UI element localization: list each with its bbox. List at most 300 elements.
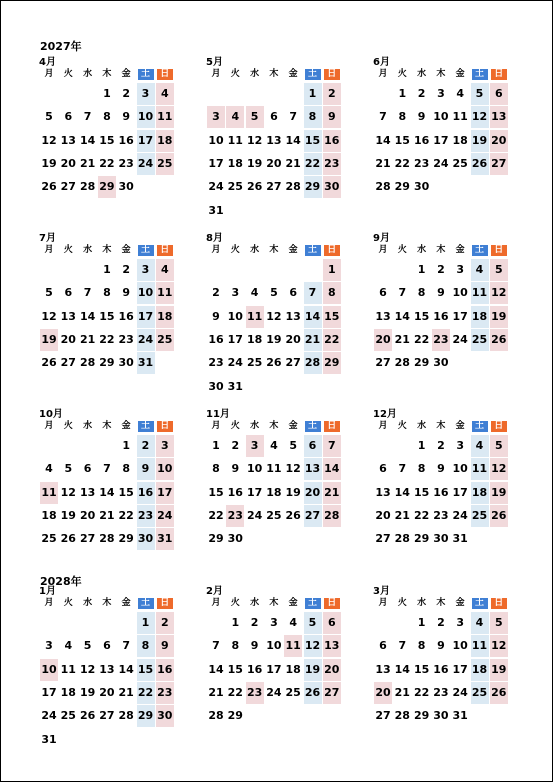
day-cell: 10 xyxy=(156,458,174,480)
day-cell: 23 xyxy=(156,682,174,704)
day-cell: 21 xyxy=(394,685,410,699)
month-calendar xyxy=(39,410,179,580)
day-cell: 8 xyxy=(304,106,322,128)
day-cell: 17 xyxy=(137,130,155,152)
day-cell: 3 xyxy=(456,263,465,276)
day-cell: 10 xyxy=(452,639,468,653)
day-cell: 14 xyxy=(394,485,410,499)
day-cell: 16 xyxy=(433,309,449,323)
day-cell: 18 xyxy=(41,508,57,522)
weekday-header: 土 xyxy=(138,245,154,256)
weekday-header: 水 xyxy=(250,69,260,79)
weekday-header: 水 xyxy=(83,421,93,431)
weekday-header: 土 xyxy=(472,69,488,80)
day-cell: 22 xyxy=(413,685,430,699)
day-cell: 17 xyxy=(452,485,468,499)
day-cell: 15 xyxy=(413,309,430,323)
day-cell: 24 xyxy=(452,508,468,522)
month-label: 8月 xyxy=(206,233,223,244)
day-cell: 17 xyxy=(452,662,468,676)
day-cell: 10 xyxy=(246,462,263,476)
day-cell: 29 xyxy=(98,176,116,198)
month-label: 5月 xyxy=(206,57,223,68)
day-cell: 2 xyxy=(323,83,341,105)
day-cell: 14 xyxy=(79,309,96,323)
day-cell: 18 xyxy=(471,482,489,504)
day-cell: 17 xyxy=(137,306,155,328)
day-cell: 22 xyxy=(413,332,430,346)
day-cell: 20 xyxy=(60,332,76,346)
month-label: 4月 xyxy=(39,57,56,68)
day-cell: 9 xyxy=(122,286,131,300)
day-cell: 1 xyxy=(103,87,111,100)
day-cell: 25 xyxy=(246,356,263,370)
day-cell: 28 xyxy=(394,709,410,723)
day-cell: 26 xyxy=(41,356,57,370)
weekday-header: 水 xyxy=(83,69,93,79)
day-cell: 17 xyxy=(433,133,449,147)
day-cell: 29 xyxy=(394,180,410,194)
day-cell: 27 xyxy=(375,356,391,370)
day-cell: 6 xyxy=(103,639,111,653)
day-cell: 26 xyxy=(79,709,96,723)
day-cell: 17 xyxy=(156,482,174,504)
day-cell: 1 xyxy=(231,616,240,629)
day-cell: 24 xyxy=(246,508,263,522)
month-calendar xyxy=(39,234,179,404)
weekday-header: 月 xyxy=(211,69,221,79)
weekday-header: 月 xyxy=(44,598,54,608)
day-cell: 16 xyxy=(118,309,134,323)
day-cell: 18 xyxy=(471,306,489,328)
day-cell: 28 xyxy=(394,356,410,370)
day-cell: 27 xyxy=(285,356,301,370)
day-cell: 11 xyxy=(284,635,302,657)
weekday-header: 金 xyxy=(121,598,131,608)
day-cell: 15 xyxy=(137,659,155,681)
day-cell: 24 xyxy=(433,156,449,170)
day-cell: 31 xyxy=(156,528,174,550)
weekday-header: 水 xyxy=(417,421,427,431)
weekday-header: 土 xyxy=(305,69,321,80)
day-cell: 11 xyxy=(60,662,76,676)
day-cell: 8 xyxy=(417,639,426,653)
day-cell: 31 xyxy=(227,379,243,393)
weekday-header: 金 xyxy=(455,69,465,79)
day-cell: 22 xyxy=(413,508,430,522)
weekday-header: 木 xyxy=(436,598,446,608)
day-cell: 26 xyxy=(60,532,76,546)
day-cell: 29 xyxy=(413,532,430,546)
day-cell: 19 xyxy=(246,156,263,170)
day-cell: 17 xyxy=(208,156,224,170)
day-cell: 30 xyxy=(227,532,243,546)
weekday-header: 日 xyxy=(157,245,173,256)
day-cell: 18 xyxy=(227,156,243,170)
day-cell: 14 xyxy=(394,662,410,676)
day-cell: 9 xyxy=(231,462,240,476)
day-cell: 22 xyxy=(99,332,115,346)
weekday-header: 火 xyxy=(63,598,73,608)
day-cell: 14 xyxy=(208,662,224,676)
day-cell: 8 xyxy=(122,462,131,476)
day-cell: 5 xyxy=(64,462,73,476)
day-cell: 1 xyxy=(103,263,111,276)
day-cell: 31 xyxy=(41,732,57,746)
weekday-header: 木 xyxy=(102,598,112,608)
day-cell: 29 xyxy=(99,356,115,370)
day-cell: 8 xyxy=(398,110,407,124)
day-cell: 6 xyxy=(323,612,341,634)
day-cell: 19 xyxy=(304,659,322,681)
day-cell: 13 xyxy=(490,106,508,128)
day-cell: 22 xyxy=(99,156,115,170)
day-cell: 2 xyxy=(156,612,174,634)
day-cell: 16 xyxy=(413,133,430,147)
day-cell: 9 xyxy=(437,462,445,476)
day-cell: 15 xyxy=(394,133,410,147)
day-cell: 20 xyxy=(60,156,76,170)
day-cell: 21 xyxy=(99,508,115,522)
day-cell: 16 xyxy=(118,133,134,147)
day-cell: 26 xyxy=(490,682,508,704)
day-cell: 23 xyxy=(226,505,244,527)
day-cell: 9 xyxy=(437,639,445,653)
day-cell: 19 xyxy=(41,156,57,170)
day-cell: 7 xyxy=(323,435,341,457)
day-cell: 7 xyxy=(103,462,111,476)
day-cell: 24 xyxy=(41,709,57,723)
day-cell: 7 xyxy=(122,639,131,653)
day-cell: 7 xyxy=(398,286,407,300)
day-cell: 15 xyxy=(99,309,115,323)
day-cell: 1 xyxy=(137,612,155,634)
weekday-header: 木 xyxy=(102,421,112,431)
month-calendar xyxy=(206,58,346,228)
weekday-header: 月 xyxy=(44,69,54,79)
day-cell: 19 xyxy=(79,685,96,699)
day-cell: 9 xyxy=(156,635,174,657)
day-cell: 12 xyxy=(304,635,322,657)
day-cell: 3 xyxy=(456,439,465,452)
weekday-header: 土 xyxy=(305,245,321,256)
day-cell: 7 xyxy=(83,110,92,124)
day-cell: 21 xyxy=(118,685,134,699)
day-cell: 10 xyxy=(208,133,224,147)
day-cell: 19 xyxy=(285,485,301,499)
day-cell: 30 xyxy=(323,176,341,198)
day-cell: 16 xyxy=(156,659,174,681)
day-cell: 10 xyxy=(266,639,282,653)
day-cell: 18 xyxy=(266,485,282,499)
day-cell: 2 xyxy=(437,263,445,276)
day-cell: 18 xyxy=(285,662,301,676)
day-cell: 10 xyxy=(227,309,243,323)
day-cell: 11 xyxy=(246,306,264,328)
day-cell: 21 xyxy=(79,156,96,170)
day-cell: 12 xyxy=(246,133,263,147)
day-cell: 21 xyxy=(285,156,301,170)
weekday-header: 火 xyxy=(230,598,240,608)
day-cell: 20 xyxy=(374,682,392,704)
day-cell: 10 xyxy=(137,106,155,128)
day-cell: 4 xyxy=(471,259,489,281)
month-label: 9月 xyxy=(373,233,390,244)
day-cell: 4 xyxy=(156,83,174,105)
day-cell: 8 xyxy=(137,635,155,657)
weekday-header: 土 xyxy=(472,598,488,609)
month-label: 2月 xyxy=(206,586,223,597)
day-cell: 31 xyxy=(452,709,468,723)
day-cell: 4 xyxy=(289,616,298,629)
day-cell: 20 xyxy=(99,685,115,699)
day-cell: 18 xyxy=(156,306,174,328)
day-cell: 28 xyxy=(79,356,96,370)
day-cell: 27 xyxy=(266,180,282,194)
day-cell: 3 xyxy=(270,616,278,629)
day-cell: 28 xyxy=(304,352,322,374)
day-cell: 16 xyxy=(208,332,224,346)
day-cell: 7 xyxy=(289,110,298,124)
day-cell: 17 xyxy=(452,309,468,323)
day-cell: 18 xyxy=(60,685,76,699)
day-cell: 25 xyxy=(227,180,243,194)
day-cell: 12 xyxy=(41,309,57,323)
weekday-header: 土 xyxy=(138,598,154,609)
weekday-header: 日 xyxy=(491,421,507,432)
day-cell: 4 xyxy=(64,639,73,653)
day-cell: 24 xyxy=(208,180,224,194)
day-cell: 15 xyxy=(118,485,134,499)
weekday-header: 日 xyxy=(324,598,340,609)
day-cell: 19 xyxy=(490,659,508,681)
day-cell: 14 xyxy=(285,133,301,147)
day-cell: 5 xyxy=(45,110,53,124)
day-cell: 18 xyxy=(156,130,174,152)
month-label: 1月 xyxy=(39,586,56,597)
weekday-header: 土 xyxy=(305,598,321,609)
day-cell: 10 xyxy=(137,282,155,304)
weekday-header: 火 xyxy=(230,245,240,255)
day-cell: 29 xyxy=(323,352,341,374)
weekday-header: 火 xyxy=(63,245,73,255)
day-cell: 9 xyxy=(250,639,259,653)
weekday-header: 土 xyxy=(138,69,154,80)
weekday-header: 木 xyxy=(436,69,446,79)
day-cell: 13 xyxy=(60,309,76,323)
day-cell: 30 xyxy=(208,379,224,393)
day-cell: 28 xyxy=(118,709,134,723)
day-cell: 22 xyxy=(118,508,134,522)
day-cell: 5 xyxy=(246,106,264,128)
day-cell: 3 xyxy=(137,83,155,105)
day-cell: 23 xyxy=(118,332,134,346)
day-cell: 8 xyxy=(231,639,240,653)
day-cell: 5 xyxy=(490,612,508,634)
day-cell: 11 xyxy=(156,282,174,304)
day-cell: 25 xyxy=(156,329,174,351)
day-cell: 20 xyxy=(285,332,301,346)
day-cell: 1 xyxy=(417,439,426,452)
day-cell: 17 xyxy=(41,685,57,699)
day-cell: 13 xyxy=(285,309,301,323)
day-cell: 5 xyxy=(45,286,53,300)
day-cell: 2 xyxy=(212,286,220,300)
day-cell: 1 xyxy=(417,263,426,276)
day-cell: 2 xyxy=(122,87,131,100)
day-cell: 2 xyxy=(231,439,240,452)
day-cell: 26 xyxy=(285,508,301,522)
day-cell: 12 xyxy=(41,133,57,147)
day-cell: 6 xyxy=(83,462,92,476)
year-label: 2028年 xyxy=(40,575,82,588)
day-cell: 20 xyxy=(304,482,322,504)
month-calendar xyxy=(373,410,513,580)
weekday-header: 金 xyxy=(288,69,298,79)
day-cell: 11 xyxy=(266,462,282,476)
weekday-header: 日 xyxy=(491,245,507,256)
weekday-header: 水 xyxy=(250,245,260,255)
day-cell: 25 xyxy=(471,505,489,527)
day-cell: 7 xyxy=(212,639,220,653)
day-cell: 17 xyxy=(266,662,282,676)
day-cell: 19 xyxy=(60,508,76,522)
weekday-header: 土 xyxy=(472,245,488,256)
day-cell: 6 xyxy=(379,286,387,300)
day-cell: 3 xyxy=(156,435,174,457)
day-cell: 16 xyxy=(137,482,155,504)
day-cell: 22 xyxy=(208,508,224,522)
day-cell: 29 xyxy=(118,532,134,546)
weekday-header: 金 xyxy=(121,69,131,79)
day-cell: 14 xyxy=(323,458,341,480)
weekday-header: 金 xyxy=(288,421,298,431)
weekday-header: 土 xyxy=(472,421,488,432)
weekday-header: 月 xyxy=(378,421,388,431)
day-cell: 29 xyxy=(227,709,243,723)
day-cell: 9 xyxy=(212,309,220,323)
day-cell: 25 xyxy=(41,532,57,546)
weekday-header: 日 xyxy=(491,69,507,80)
day-cell: 2 xyxy=(437,439,445,452)
day-cell: 28 xyxy=(375,180,391,194)
day-cell: 21 xyxy=(394,508,410,522)
day-cell: 27 xyxy=(375,709,391,723)
day-cell: 6 xyxy=(270,110,278,124)
day-cell: 4 xyxy=(226,106,244,128)
day-cell: 23 xyxy=(433,508,449,522)
weekday-header: 月 xyxy=(211,598,221,608)
day-cell: 14 xyxy=(118,662,134,676)
day-cell: 19 xyxy=(471,130,489,152)
day-cell: 22 xyxy=(304,153,322,175)
day-cell: 13 xyxy=(375,662,391,676)
day-cell: 28 xyxy=(394,532,410,546)
day-cell: 30 xyxy=(413,180,430,194)
day-cell: 11 xyxy=(471,635,489,657)
day-cell: 3 xyxy=(437,87,445,100)
day-cell: 4 xyxy=(471,435,489,457)
day-cell: 13 xyxy=(375,309,391,323)
day-cell: 10 xyxy=(40,659,58,681)
day-cell: 5 xyxy=(83,639,92,653)
day-cell: 15 xyxy=(208,485,224,499)
day-cell: 5 xyxy=(471,83,489,105)
weekday-header: 月 xyxy=(378,598,388,608)
day-cell: 5 xyxy=(490,259,508,281)
weekday-header: 木 xyxy=(436,421,446,431)
day-cell: 23 xyxy=(433,685,449,699)
day-cell: 12 xyxy=(490,282,508,304)
weekday-header: 金 xyxy=(288,598,298,608)
day-cell: 6 xyxy=(490,83,508,105)
weekday-header: 金 xyxy=(455,598,465,608)
day-cell: 7 xyxy=(304,282,322,304)
day-cell: 2 xyxy=(250,616,259,629)
day-cell: 15 xyxy=(99,133,115,147)
day-cell: 28 xyxy=(99,532,115,546)
day-cell: 27 xyxy=(60,180,76,194)
day-cell: 20 xyxy=(490,130,508,152)
day-cell: 4 xyxy=(471,612,489,634)
day-cell: 31 xyxy=(452,532,468,546)
day-cell: 19 xyxy=(490,306,508,328)
day-cell: 7 xyxy=(398,462,407,476)
day-cell: 26 xyxy=(246,180,263,194)
day-cell: 11 xyxy=(40,482,58,504)
day-cell: 7 xyxy=(379,110,387,124)
day-cell: 7 xyxy=(398,639,407,653)
day-cell: 4 xyxy=(270,439,278,452)
day-cell: 12 xyxy=(490,458,508,480)
day-cell: 1 xyxy=(304,83,322,105)
day-cell: 29 xyxy=(413,709,430,723)
day-cell: 22 xyxy=(394,156,410,170)
day-cell: 30 xyxy=(118,180,134,194)
day-cell: 12 xyxy=(266,309,282,323)
month-label: 11月 xyxy=(206,409,230,420)
weekday-header: 水 xyxy=(417,245,427,255)
weekday-header: 水 xyxy=(250,598,260,608)
day-cell: 8 xyxy=(417,286,426,300)
day-cell: 3 xyxy=(45,639,53,653)
day-cell: 13 xyxy=(60,133,76,147)
day-cell: 16 xyxy=(433,662,449,676)
day-cell: 23 xyxy=(137,505,155,527)
day-cell: 8 xyxy=(323,282,341,304)
day-cell: 18 xyxy=(452,133,468,147)
day-cell: 20 xyxy=(79,508,96,522)
day-cell: 18 xyxy=(471,659,489,681)
day-cell: 9 xyxy=(137,458,155,480)
day-cell: 30 xyxy=(118,356,134,370)
day-cell: 4 xyxy=(250,286,259,300)
day-cell: 27 xyxy=(99,709,115,723)
day-cell: 11 xyxy=(452,110,468,124)
day-cell: 24 xyxy=(137,153,155,175)
weekday-header: 月 xyxy=(44,245,54,255)
day-cell: 25 xyxy=(266,508,282,522)
day-cell: 24 xyxy=(452,332,468,346)
day-cell: 10 xyxy=(433,110,449,124)
day-cell: 25 xyxy=(156,153,174,175)
weekday-header: 月 xyxy=(378,245,388,255)
day-cell: 27 xyxy=(375,532,391,546)
day-cell: 9 xyxy=(437,286,445,300)
day-cell: 2 xyxy=(437,616,445,629)
day-cell: 7 xyxy=(83,286,92,300)
day-cell: 16 xyxy=(323,130,341,152)
